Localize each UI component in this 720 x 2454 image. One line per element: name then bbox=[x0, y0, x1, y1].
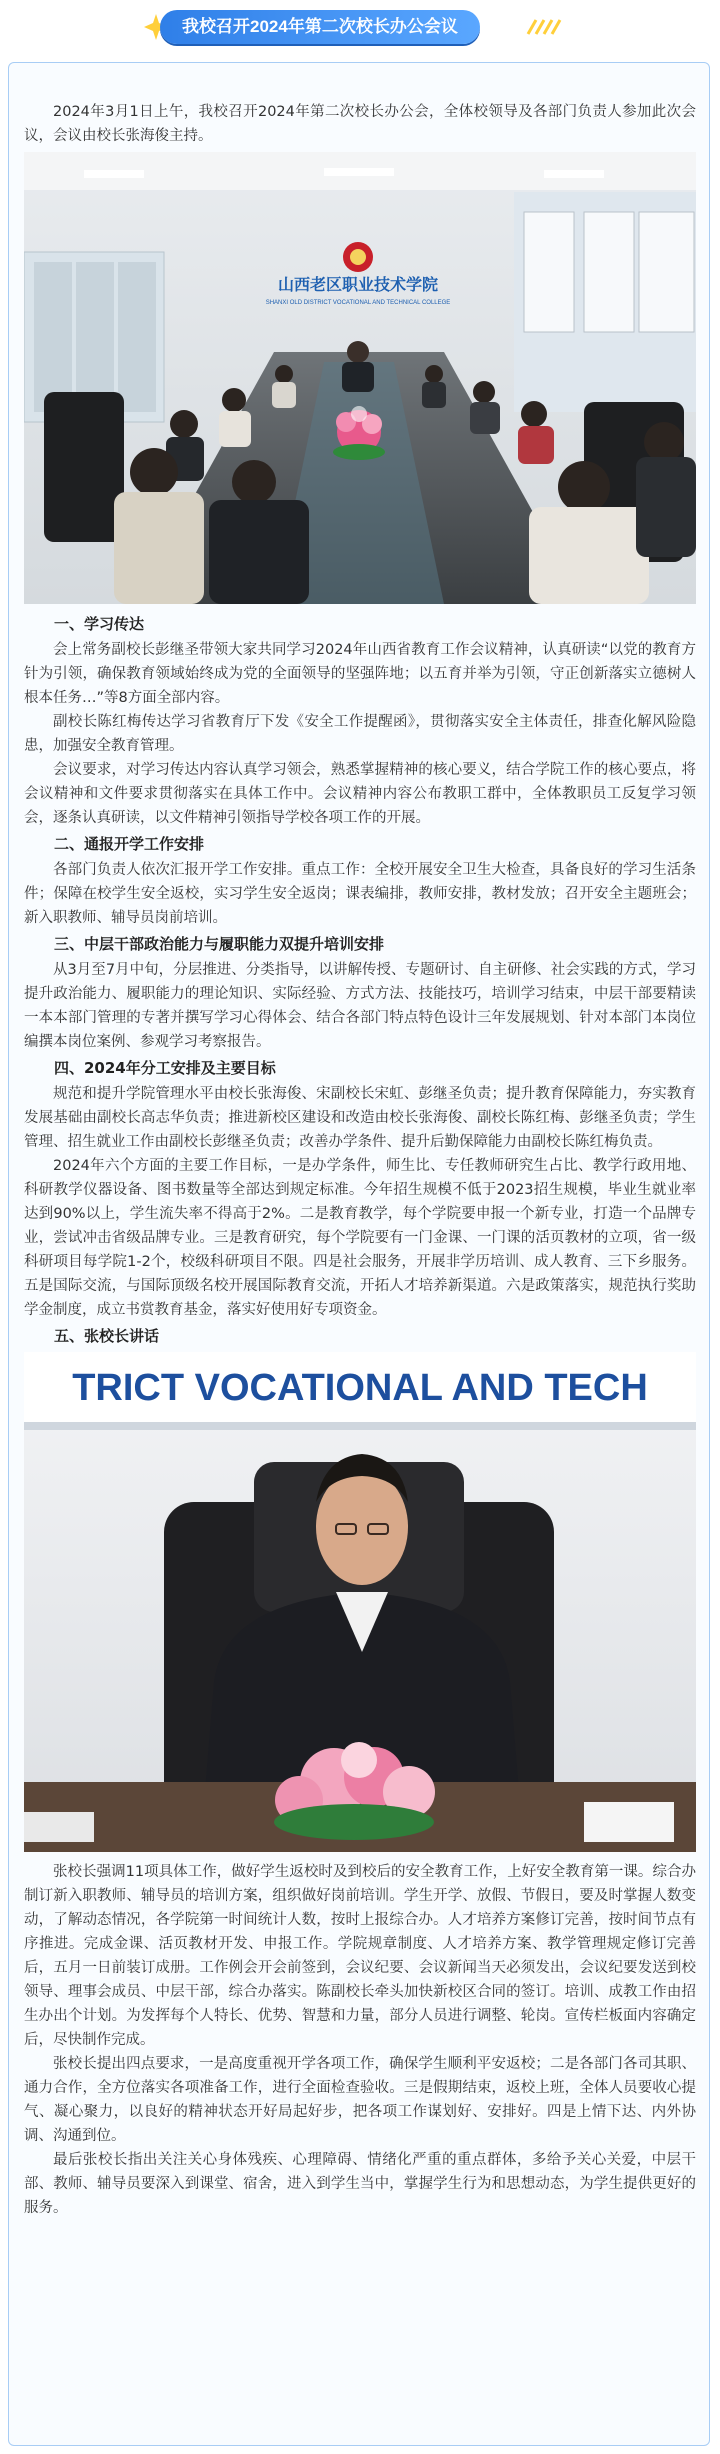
section-paragraph: 从3月至7月中旬，分层推进、分类指导，以讲解传授、专题研讨、自主研修、社会实践的方式，学习提升政治能力、履职能力的理论知识、实际经验、方式方法、技能技巧，培训学习结束，中层干部要精读一本本部门管理的专著并撰写学习心得体会、结合各部门特点特色设计三年发展规划、针对本部门本岗位编撰本岗位案例、参观学习考察报告。 bbox=[24, 962, 696, 1050]
school-sign-text: 山西老区职业技术学院 bbox=[277, 277, 439, 294]
section-heading: 四、2024年分工安排及主要目标 bbox=[54, 1059, 276, 1077]
section-paragraph: 规范和提升学院管理水平由校长张海俊、宋副校长宋虹、彭继圣负责；提升教育保障能力，夯实教育发展基础由副校长高志华负责；推进新校区建设和改造由校长张海俊、副校长陈红梅、彭继圣负责；学生管理、招生就业工作由副校长彭继圣负责；改善办学条件、提升后勤保障能力由副校长陈红梅负责。 bbox=[24, 1086, 696, 1150]
section-heading: 二、通报开学工作安排 bbox=[54, 835, 205, 853]
closing-paragraph: 张校长提出四点要求，一是高度重视开学各项工作，确保学生顺利平安返校；二是各部门各司其职、通力合作，全方位落实各项准备工作，进行全面检查验收。三是假期结束，返校上班，全体人员要收心提气、凝心聚力，以良好的精神状态开好局起好步，把各项工作谋划好、安排好。四是上情下达、内外协调、沟通到位。 bbox=[24, 2056, 696, 2144]
section-paragraph: 2024年六个方面的主要工作目标，一是办学条件，师生比、专任教师研究生占比、教学行政用地、科研教学仪器设备、图书数量等全部达到规定标准。今年招生规模不低于2023招生规模，毕业生就业率达到90%以上，学生流失率不得高于2%。二是教育教学，每个学院要申报一个新专业，打造一个品牌专业，尝试冲击省级品牌专业。三是教育研究，每个学院要有一门金课、一门课的活页教材的立项，省一级科研项目每学院1-2个，校级科研项目不限。四是社会服务，开展非学历培训、成人教育、三下乡服务。五是国际交流，与国际顶级名校开展国际教育交流，开拓人才培养新渠道。六是政策落实，规范执行奖助学金制度，成立书赏教育基金，落实好使用好专项资金。 bbox=[24, 1158, 696, 1318]
page-title: 我校召开2024年第二次校长办公会议 bbox=[160, 10, 480, 44]
section-paragraph: 副校长陈红梅传达学习省教育厅下发《安全工作提醒函》，贯彻落实安全主体责任，排查化解风险隐患，加强安全教育管理。 bbox=[24, 714, 696, 754]
banner-text: TRICT VOCATIONAL AND TECH bbox=[72, 1367, 648, 1409]
principal-photo bbox=[24, 1352, 696, 1852]
section-paragraph: 会上常务副校长彭继圣带领大家共同学习2024年山西省教育工作会议精神，认真研读“以党的教育方针为引领，确保教育领域始终成为党的全面领导的坚强阵地；以五育并举为引领，守正创新落实立德树人根本任务…”等8方面全部内容。 bbox=[24, 642, 696, 706]
article-body bbox=[24, 100, 696, 2220]
section-heading: 五、张校长讲话 bbox=[54, 1327, 160, 1345]
closing-paragraph: 张校长强调11项具体工作，做好学生返校时及到校后的安全教育工作，上好安全教育第一课。综合办制订新入职教师、辅导员的培训方案，组织做好岗前培训。学生开学、放假、节假日，要及时掌握人数变动，了解动态情况，各学院第一时间统计人数，按时上报综合办。人才培养方案修订完善，按时间节点有序推进。完成金课、活页教材开发、申报工作。学院规章制度、人才培养方案、教学管理规定修订完善后，五月一日前装订成册。工作例会开会前签到，会议纪要、会议新闻当天必须发出，会议纪要发送到校领导、理事会成员、中层干部，综合办落实。陈副校长牵头加快新校区合同的签订。培训、成教工作由招生办出个计划。为发挥每个人特长、优势、智慧和力量，部分人员进行调整、轮岗。宣传栏板面内容确定后，尽快制作完成。 bbox=[24, 1864, 696, 2048]
closing-paragraph: 最后张校长指出关注关心身体残疾、心理障碍、情绪化严重的重点群体，多给予关心关爱，中层干部、教师、辅导员要深入到课堂、宿舍，进入到学生当中，掌握学生行为和思想动态，为学生提供更好的服务。 bbox=[24, 2152, 696, 2216]
section-heading: 三、中层干部政治能力与履职能力双提升培训安排 bbox=[54, 935, 385, 953]
meeting-photo bbox=[24, 152, 696, 604]
section-heading: 一、学习传达 bbox=[54, 615, 145, 633]
stripes-icon bbox=[526, 18, 566, 36]
header-bar bbox=[0, 0, 720, 62]
school-sign-subtext: SHANXI OLD DISTRICT VOCATIONAL AND TECHNICAL COLLEGE bbox=[265, 300, 451, 306]
intro-paragraph: 2024年3月1日上午，我校召开2024年第二次校长办公会，全体校领导及各部门负责人参加此次会议，会议由校长张海俊主持。 bbox=[24, 104, 697, 144]
section-paragraph: 各部门负责人依次汇报开学工作安排。重点工作：全校开展安全卫生大检查，具备良好的学习生活条件；保障在校学生安全返校，实习学生安全返岗；课表编排，教师安排，教材发放；召开安全主题班会；新入职教师、辅导员岗前培训。 bbox=[24, 862, 696, 926]
section-paragraph: 会议要求，对学习传达内容认真学习领会，熟悉掌握精神的核心要义，结合学院工作的核心要点，将会议精神和文件要求贯彻落实在具体工作中。会议精神内容公布教职工群中，全体教职员工反复学习领会，逐条认真研读，以文件精神引领指导学校各项工作的开展。 bbox=[24, 762, 696, 826]
